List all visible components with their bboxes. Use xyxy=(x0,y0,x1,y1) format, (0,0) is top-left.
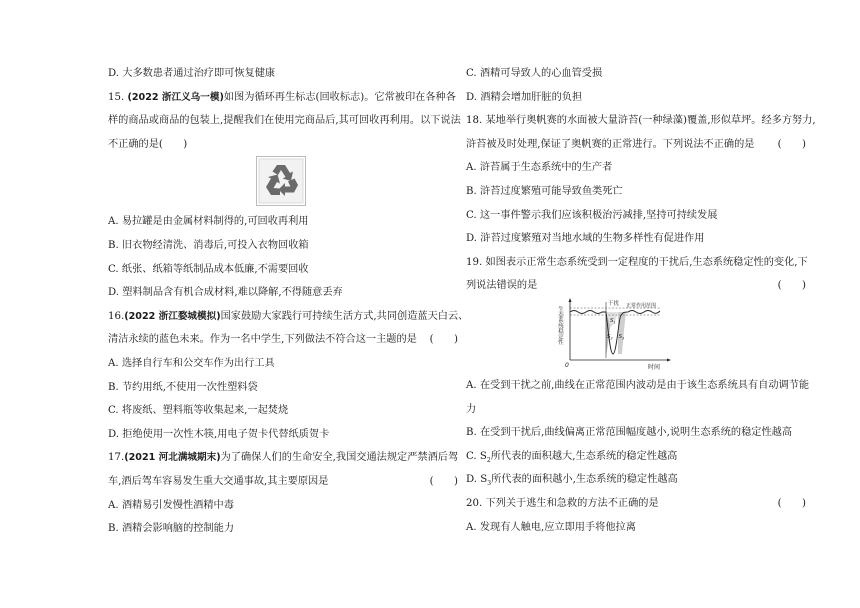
x-axis-label: 时间 xyxy=(648,363,661,371)
q19-option-d-subscript: 3 xyxy=(487,480,492,488)
q16-stem-2: 清洁永续的蓝色未来。作为一名中学生,下列做法不符合这一主题的是 xyxy=(108,334,417,346)
q17-option-c: C. 酒精可导致人的心血管受损 xyxy=(466,68,603,79)
q19-answer-blank: ( ) xyxy=(777,280,806,292)
q19-option-c-subscript: 2 xyxy=(486,456,491,464)
q15-number: 15. xyxy=(108,91,125,103)
s3-area xyxy=(618,312,626,354)
q16-answer-blank: ( ) xyxy=(429,334,458,346)
s3-label: $S_3$ xyxy=(618,333,625,341)
x-axis-arrow xyxy=(667,358,671,361)
q15-stem-line-1 xyxy=(108,86,460,110)
q18-option-a: A. 浒苔属于生态系统中的生产者 xyxy=(466,162,613,174)
range-label: 正常作用范围 xyxy=(626,302,657,309)
origin-label: 0 xyxy=(565,361,569,369)
y-axis-arrow xyxy=(569,298,572,302)
q17-stem-2: 车,酒后驾车容易发生重大交通事故,其主要原因是 xyxy=(108,475,329,487)
q20-answer-blank: ( ) xyxy=(777,497,806,509)
q16-option-a: A. 选择自行车和公交车作为出行工具 xyxy=(108,357,275,369)
q17-stem-line-2 xyxy=(108,470,460,494)
q18-stem-line-2 xyxy=(466,133,808,157)
q19-option-d xyxy=(466,468,808,492)
q15-source: (2022 浙江义乌一模) xyxy=(127,91,224,103)
q17-stem-1: 为了确保人们的生命安全,我国交通法规定严禁酒后驾 xyxy=(220,452,459,464)
stability-diagram xyxy=(556,298,676,372)
q18-answer-blank: ( ) xyxy=(777,138,806,150)
q17-option-d: D. 酒精会增加肝脏的负担 xyxy=(466,91,583,103)
q17-option-a: A. 酒精易引发慢性酒精中毒 xyxy=(108,499,234,511)
q15-stem-2: 样的商品或商品的包装上,提醒我们在使用完商品后,其可回收再利用。以下说法 xyxy=(108,115,461,127)
q17-option-b: B. 酒精会影响脑的控制能力 xyxy=(108,523,235,535)
q19-option-c-text: 所代表的面积越大,生态系统的稳定性越高 xyxy=(490,450,678,462)
q19-option-c xyxy=(466,445,808,469)
q18-stem-1: 18. 某地举行奥帆赛的水面被大量浒苔(一种绿藻)覆盖,形似草坪。经多方努力, xyxy=(466,115,816,127)
y-axis-label: 生态系统稳定性 xyxy=(557,305,563,345)
q15-stem-3: 不正确的是( ) xyxy=(108,138,188,150)
q15-option-a: A. 易拉罐是由金属材料制得的,可回收再利用 xyxy=(108,216,309,228)
q19-option-d-text: 所代表的面积越小,生态系统的稳定性越高 xyxy=(491,474,678,486)
q17-stem-line-1 xyxy=(108,446,460,470)
q19-option-b: B. 在受到干扰后,曲线偏离正常范围幅度越小,说明生态系统的稳定性越高 xyxy=(466,427,793,439)
q16-stem-line-1 xyxy=(108,305,469,329)
q19-stem-line-2 xyxy=(466,274,808,298)
recycle-icon xyxy=(256,156,306,206)
q15-option-b: B. 旧衣物经清洗、消毒后,可投入衣物回收箱 xyxy=(108,239,309,251)
q20-option-a: A. 发现有人触电,应立即用手将他拉离 xyxy=(466,521,636,533)
q16-option-b: B. 节约用纸,不使用一次性塑料袋 xyxy=(108,381,258,393)
disturb-label: 干扰 xyxy=(608,300,620,307)
q17-source: (2021 河北满城期末) xyxy=(124,452,221,464)
q16-source: (2022 浙江婺城模拟) xyxy=(124,310,221,322)
q17-answer-blank: ( ) xyxy=(429,475,458,487)
q18-stem-2: 浒苔被及时处理,保证了奥帆赛的正常进行。下列说法不正确的是 xyxy=(466,138,755,150)
q19-option-a-1: A. 在受到干扰之前,曲线在正常范围内波动是由于该生态系统具有自动调节能 xyxy=(466,379,810,391)
q15-option-c: C. 纸张、纸箱等纸制品成本低廉,不需要回收 xyxy=(108,263,309,275)
q16-stem-1: 国家鼓励大家践行可持续生活方式,共同创造蓝天白云、 xyxy=(220,310,469,322)
q16-number: 16. xyxy=(108,310,125,322)
q16-stem-line-2 xyxy=(108,328,460,352)
q14-option-d: D. 大多数患者通过治疗即可恢复健康 xyxy=(108,68,276,79)
q19-stem-1: 19. 如图表示正常生态系统受到一定程度的干扰后,生态系统稳定性的变化,下 xyxy=(466,256,808,268)
q20-stem: 20. 下列关于逃生和急救的方法不正确的是 xyxy=(466,497,659,509)
q17-number: 17. xyxy=(108,452,125,464)
recycle-figure xyxy=(108,156,460,210)
q16-option-d: D. 拒绝使用一次性木筷,用电子贺卡代替纸质贺卡 xyxy=(108,428,330,440)
q19-option-a-2: 力 xyxy=(466,403,477,415)
q18-option-d: D. 浒苔过度繁殖对当地水域的生物多样性有促进作用 xyxy=(466,233,705,245)
q15-stem-1: 如图为循环再生标志(回收标志)。它常被印在各种各 xyxy=(223,91,456,103)
s2-label: $S_2$ xyxy=(607,333,613,341)
s1-label: $S_1$ xyxy=(610,317,616,325)
right-column xyxy=(466,62,816,539)
q18-option-b: B. 浒苔过度繁殖可能导致鱼类死亡 xyxy=(466,185,623,197)
q20-stem-line xyxy=(466,492,808,516)
q19-stem-2: 列说法错误的是 xyxy=(466,280,538,292)
q19-option-c-prefix: C. S xyxy=(466,450,487,462)
q15-option-d: D. 塑料制品含有机合成材料,难以降解,不得随意丢弃 xyxy=(108,287,343,299)
left-column xyxy=(108,62,469,541)
q19-option-d-prefix: D. S xyxy=(466,474,488,486)
q16-option-c: C. 将废纸、塑料瓶等收集起来,一起焚烧 xyxy=(108,405,289,417)
q18-option-c: C. 这一事件警示我们应该积极治污减排,坚持可持续发展 xyxy=(466,209,718,221)
stability-figure xyxy=(466,298,808,374)
